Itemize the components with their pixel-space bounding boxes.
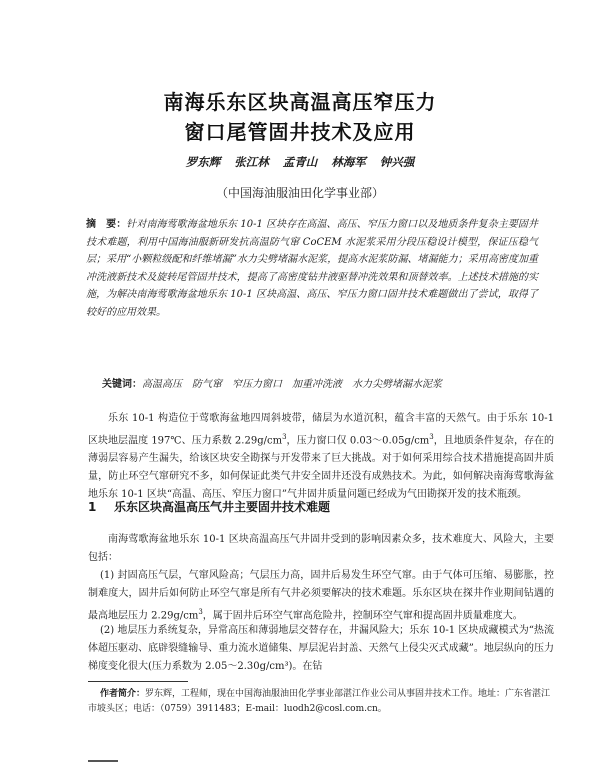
author-list <box>0 154 600 170</box>
list-item-text: ，属于固井后环空气窜高危险井，控制环空气窜和提高固井质量难度大。 <box>202 610 523 622</box>
section-heading <box>88 498 330 515</box>
paper-title-line-1: 南海乐东区块高温高压窄压力 <box>163 90 437 114</box>
footnote-label: 作者简介： <box>100 689 146 699</box>
superscript: 3 <box>429 433 434 441</box>
footnote-divider <box>88 681 188 682</box>
intro-text-3: ，且地质条件复杂，存在的薄弱层容易产生漏失，给该区块安全勘探与开发带来了巨大挑战。对于如何采用综合技术措施提高固井质量，防止环空气窜研究不多，如何保证此类气井安全固井还没有成熟技术。为此，如何解决南海莺歌海盆地乐东 10-1 区块“高温、高压、窄压力窗口”气井固井质量问题已经成为气田勘探开发的技术瓶颈。 <box>88 435 555 501</box>
list-item-1 <box>88 567 554 625</box>
superscript: 3 <box>282 433 287 441</box>
author-name: 孟青山 <box>282 155 318 169</box>
intro-paragraph <box>88 410 554 504</box>
author-footnote <box>88 687 554 717</box>
keywords <box>102 375 542 390</box>
intro-text-2: ，压力窗口仅 0.03～0.05g/cm <box>286 435 430 447</box>
paper-title-line-2: 窗口尾管固井技术及应用 <box>184 120 416 144</box>
author-name: 钟兴强 <box>379 155 415 169</box>
intro-text-1: 乐东 10-1 构造位于莺歌海盆地四周斜坡带，储层为水道沉积，蕴含丰富的天然气。由于乐东 10-1 区块地层温度 197℃、压力系数 2.29g/cm <box>88 413 554 447</box>
keywords-label: 关键词： <box>102 379 142 390</box>
author-name: 张江林 <box>234 155 269 169</box>
page-number-rule <box>88 760 118 762</box>
author-name: 罗东辉 <box>185 155 221 169</box>
abstract-label: 摘 要： <box>86 219 127 230</box>
superscript: 3 <box>198 608 203 616</box>
section-number: 1 <box>88 500 97 514</box>
section-title: 乐东区块高温高压气井主要固井技术难题 <box>114 500 331 514</box>
author-name: 林海军 <box>331 155 366 169</box>
footnote-text: 罗东辉，工程师，现在中国海油服油田化学事业部湛江作业公司从事固井技术工作。地址：广东省湛江市坡头区；电话：（0759）3911483；E-mail：luodh2@cosl.com.cn。 <box>88 689 551 714</box>
section-lead-paragraph: 南海莺歌海盆地乐东 10-1 区块高温高压气井固井受到的影响因素众多，技术难度大、风险大，主要包括： <box>88 534 554 563</box>
list-item-text: (1) 封固高压气层，气窜风险高；气层压力高，固井后易发生环空气窜。由于气体可压缩、易膨胀，控制难度大，固井后如何防止环空气窜是所有气井必须要解决的技术难题。乐东区块在探井作业期间钻遇的最高地层压力 2.29g/cm <box>88 570 554 622</box>
abstract <box>86 216 538 321</box>
keywords-text: 高温高压 防气窜 窄压力窗口 加重冲洗液 水力尖劈堵漏水泥浆 <box>142 379 442 390</box>
abstract-text: 针对南海莺歌海盆地乐东 10-1 区块存在高温、高压、窄压力窗口以及地质条件复杂主要固井技术难题，利用中国海油服新研发抗高温防气窜 CoCEM 水泥浆采用分段压稳设计模型，保证压稳气层；采用“小颗粒级配和纤维堵漏”水力尖劈堵漏水泥浆，提高水泥浆防漏、堵漏能力；采用高密度加重冲洗液新技术及旋转尾管固井技术，提高了高密度钻井液驱替冲洗效果和顶替效率。上述技术措施的实施，为解决南海莺歌海盆地乐东 10-1 区块高温、高压、窄压力窗口固井技术难题做出了尝试，取得了较好的应用效果。 <box>86 219 538 318</box>
list-item-2: (2) 地层压力系统复杂，异常高压和薄弱地层交替存在，井漏风险大；乐东 10-1 区块成藏模式为“热流体超压驱动、底辟裂缝输导、重力流水道储集、厚层泥岩封盖、天然气上侵尖灭式成藏”。地层纵向的压力梯度变化很大(压力系数为 2.05～2.30g/cm³)。在钻 <box>88 625 554 672</box>
author-affiliation: （中国海油服油田化学事业部） <box>215 186 384 200</box>
